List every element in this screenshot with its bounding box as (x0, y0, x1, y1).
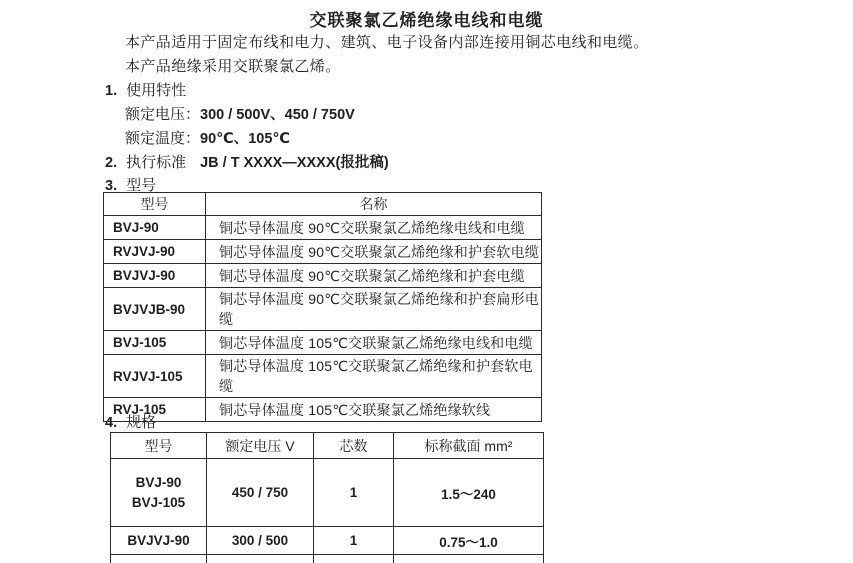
section-heading-label: 使用特性 (126, 82, 187, 99)
section-heading-label: 型号 (126, 177, 157, 194)
spec-table-header-model: 型号 (111, 433, 207, 459)
name-cell: 铜芯导体温度 105℃交联聚氯乙烯绝缘软线 (206, 398, 542, 422)
name-cell: 铜芯导体温度 105℃交联聚氯乙烯绝缘和护套软电缆 (206, 355, 542, 398)
model-cell (111, 555, 207, 563)
table-row (104, 216, 542, 240)
rated-voltage-value: 300 / 500V、450 / 750V (200, 107, 355, 123)
model-cell (111, 459, 207, 527)
name-cell: 铜芯导体温度 90℃交联聚氯乙烯绝缘电线和电缆 (206, 216, 542, 240)
spec-table-header-section: 标称截面 mm² (394, 433, 544, 459)
table-row (104, 264, 542, 288)
table-row (104, 398, 542, 422)
cores-cell: 1 (314, 527, 394, 555)
name-cell: 铜芯导体温度 90℃交联聚氯乙烯绝缘和护套电缆 (206, 264, 542, 288)
table-row-clipped (111, 555, 544, 563)
model-table-header-name: 名称 (206, 193, 542, 216)
model-cell: RVJVJ-105 (104, 355, 206, 398)
voltage-cell: 450 / 750 (207, 459, 314, 527)
model-cell: RVJ-105 (104, 398, 206, 422)
spec-table-header-cores: 芯数 (314, 433, 394, 459)
section-number: 3. (105, 178, 118, 194)
section-number: 1. (105, 83, 118, 99)
model-cell: BVJVJ-90 (111, 527, 207, 555)
section-number: 2. (105, 155, 118, 171)
cores-cell: 1 (314, 459, 394, 527)
voltage-cell (207, 555, 314, 563)
rated-temperature-line (125, 127, 290, 148)
spec-table-header-voltage: 额定电压 V (207, 433, 314, 459)
spec-table (110, 432, 544, 563)
model-table-header-row (104, 193, 542, 216)
rated-temperature-value: 90℃、105℃ (200, 131, 290, 147)
intro-paragraph-1: 本产品适用于固定布线和电力、建筑、电子设备内部连接用铜芯电线和电缆。 (125, 34, 649, 51)
section-number: 4. (105, 415, 118, 431)
standard-number-value: JB / T XXXX—XXXX(报批稿) (200, 155, 389, 171)
spec-table-header-row (111, 433, 544, 459)
model-cell: BVJVJ-90 (104, 264, 206, 288)
table-row (104, 240, 542, 264)
section-cell: 0.75～1.0 (394, 527, 544, 555)
cores-cell (314, 555, 394, 563)
model-table (103, 192, 542, 422)
rated-temperature-label: 额定温度： (125, 130, 201, 147)
name-cell: 铜芯导体温度 90℃交联聚氯乙烯绝缘和护套扁形电缆 (206, 288, 542, 331)
rated-voltage-line (125, 103, 355, 124)
model-line: BVJ-90 (135, 474, 182, 490)
voltage-cell: 300 / 500 (207, 527, 314, 555)
rated-voltage-label: 额定电压： (125, 106, 201, 123)
table-row (111, 459, 544, 527)
section-cell: 1.5～240 (394, 459, 544, 527)
model-cell: BVJ-90 (104, 216, 206, 240)
table-row (104, 288, 542, 331)
intro-paragraph-2: 本产品绝缘采用交联聚氯乙烯。 (125, 58, 341, 75)
section-heading-standard (105, 151, 389, 172)
model-line: BVJ-105 (131, 494, 186, 510)
model-cell: RVJVJ-90 (104, 240, 206, 264)
section-heading-label: 执行标准 (126, 154, 187, 171)
model-table-header-model: 型号 (104, 193, 206, 216)
name-cell: 铜芯导体温度 105℃交联聚氯乙烯绝缘电线和电缆 (206, 331, 542, 355)
section-heading-label: 规格 (126, 414, 157, 431)
section-heading-usage (105, 79, 186, 100)
table-row (111, 527, 544, 555)
section-cell (394, 555, 544, 563)
page-title: 交联聚氯乙烯绝缘电线和电缆 (309, 11, 544, 30)
table-row (104, 331, 542, 355)
model-cell: BVJ-105 (104, 331, 206, 355)
section-heading-specs (105, 411, 156, 432)
table-row (104, 355, 542, 398)
model-cell: BVJVJB-90 (104, 288, 206, 331)
name-cell: 铜芯导体温度 90℃交联聚氯乙烯绝缘和护套软电缆 (206, 240, 542, 264)
